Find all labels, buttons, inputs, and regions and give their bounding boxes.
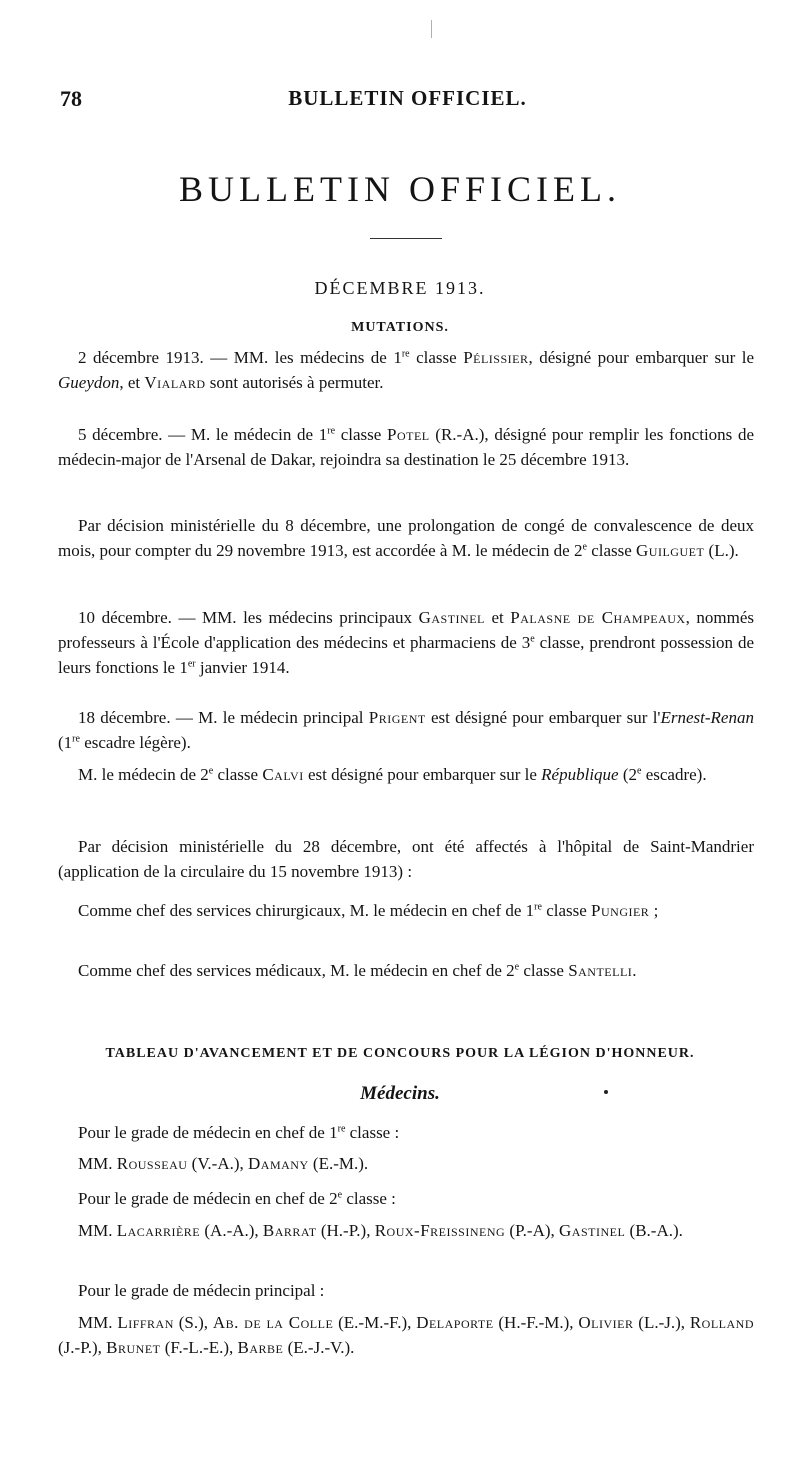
page-number: 78: [60, 86, 82, 111]
month-heading: DÉCEMBRE 1913.: [314, 278, 486, 298]
paragraph: 18 décembre. — M. le médecin principal Prigent est désigné pour embarquer sur l'Ernest-Renan (1re escadre légère).: [58, 708, 754, 752]
paragraph: 2 décembre 1913. — MM. les médecins de 1re classe Pélissier, désigné pour embarquer sur le Gueydon, et Vialard sont autorisés à permuter.: [58, 348, 754, 392]
scan-mark: [431, 20, 432, 38]
mutations-heading: MUTATIONS.: [351, 320, 449, 335]
title-divider: [370, 238, 442, 239]
paragraph: Comme chef des services médicaux, M. le médecin en chef de 2e classe Santelli.: [78, 961, 637, 980]
running-header: [60, 86, 755, 116]
running-title: BULLETIN OFFICIEL.: [288, 86, 527, 110]
grade-line: Pour le grade de médecin principal :: [78, 1281, 325, 1300]
grade-line: Pour le grade de médecin en chef de 1re classe :: [78, 1123, 400, 1142]
grade-line: Pour le grade de médecin en chef de 2e classe :: [78, 1189, 396, 1208]
paragraph: Comme chef des services chirurgicaux, M. le médecin en chef de 1re classe Pungier ;: [78, 901, 659, 920]
paragraph: 10 décembre. — MM. les médecins principaux Gastinel et Palasne de Champeaux, nommés professeurs à l'École d'application des médecins et pharmaciens de 3e classe, prendront possession de leurs fonctions le 1er janvier 1914.: [58, 608, 755, 677]
tableau-heading: TABLEAU D'AVANCEMENT ET DE CONCOURS POUR LA LÉGION D'HONNEUR.: [105, 1046, 695, 1061]
paragraph: M. le médecin de 2e classe Calvi est désigné pour embarquer sur le République (2e escadre).: [78, 765, 707, 784]
subheading: Médecins.: [360, 1083, 440, 1104]
paragraph: Par décision ministérielle du 28 décembre, ont été affectés à l'hôpital de Saint-Mandrier (application de la circulaire du 15 novembre 1913) :: [58, 837, 754, 881]
ink-dot: [604, 1090, 608, 1094]
paragraph: Par décision ministérielle du 8 décembre, une prolongation de congé de convalescence de deux mois, pour compter du 29 novembre 1913, est accordée à M. le médecin de 2e classe Guilguet (L.).: [58, 516, 754, 560]
paragraph: 5 décembre. — M. le médecin de 1re classe Potel (R.-A.), désigné pour remplir les fonctions de médecin-major de l'Arsenal de Dakar, rejoindra sa destination le 25 décembre 1913.: [58, 425, 754, 469]
names-line: MM. Rousseau (V.-A.), Damany (E.-M.).: [78, 1154, 369, 1173]
names-line: MM. Liffran (S.), Ab. de la Colle (E.-M.-F.), Delaporte (H.-F.-M.), Olivier (L.-J.), Rolland (J.-P.), Brunet (F.-L.-E.), Barbe (E.-J.-V.).: [58, 1313, 755, 1357]
page-title: BULLETIN OFFICIEL.: [179, 169, 621, 209]
names-line: MM. Lacarrière (A.-A.), Barrat (H.-P.), Roux-Freissineng (P.-A), Gastinel (B.-A.).: [78, 1221, 683, 1240]
